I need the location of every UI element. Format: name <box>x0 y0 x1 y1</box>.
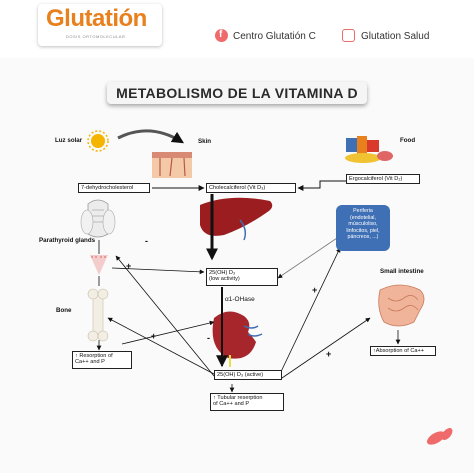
periferia-line3: linfocitos, piel, <box>346 227 380 234</box>
box-ergocalciferol: Ergocalciferol (Vit D₂) <box>346 174 420 184</box>
sun-icon <box>88 131 108 151</box>
bone-icon <box>88 289 108 341</box>
logo-subtitle: DOSIS ORTOMOLECULAR <box>66 34 126 39</box>
periferia-title: Periferia <box>353 208 373 214</box>
box-absorption: ↑Absorption of Ca++ <box>370 346 436 356</box>
box-resorption <box>72 351 132 369</box>
arrow-ergo-to-chole <box>298 181 346 188</box>
instagram-link[interactable]: Glutation Salud <box>361 31 430 42</box>
periferia-line1: (endotelial, <box>350 214 376 221</box>
sun-to-skin-arrow <box>118 131 182 142</box>
sign-plus-parathyroid: + <box>126 261 132 271</box>
periferia-line2: músculoliso, <box>348 221 378 228</box>
logo-text: Glutatión <box>46 5 147 32</box>
arrow-active-to-intestine <box>282 318 370 378</box>
box-dehydrocholesterol: 7-dehydrocholesterol <box>78 183 150 193</box>
food-icon <box>345 136 393 163</box>
box-resorption-line2: Ca++ and P <box>75 359 105 366</box>
facebook-glyph: f <box>219 29 223 40</box>
kidney-icon <box>213 311 262 367</box>
label-bone: Bone <box>56 307 72 314</box>
sign-minus-parathyroid: - <box>145 236 148 246</box>
box-resorption-line1: ↑ Resorption of <box>75 353 113 359</box>
facebook-link[interactable]: Centro Glutatión C <box>233 31 316 42</box>
periferia-line4: páncreos, ...) <box>347 234 379 241</box>
label-food: Food <box>400 137 416 144</box>
box-25oh-low <box>206 268 278 286</box>
box-tubular-line1: ↑ Tubular reserption <box>213 395 263 401</box>
intestine-icon <box>379 285 424 326</box>
label-luz-solar: Luz solar <box>55 137 83 144</box>
box-25oh-line1: 25(OH) D₃ <box>209 270 236 276</box>
thyroid-icon <box>81 200 115 237</box>
sign-plus-periferia: + <box>312 285 318 295</box>
arrow-periferia <box>278 236 340 278</box>
page-title: METABOLISMO DE LA VITAMINA D <box>116 85 358 101</box>
label-small-intestine: Small intestine <box>380 268 424 275</box>
parathyroid-marker <box>90 255 108 275</box>
box-cholecalciferol: Cholecalciferol (Vit D₃) <box>206 183 296 193</box>
skin-icon <box>152 152 192 178</box>
sign-plus-bone: + <box>151 331 157 341</box>
box-25oh-line2: (low activity) <box>209 276 240 283</box>
box-periferia <box>336 205 390 251</box>
box-tubular <box>210 393 284 411</box>
label-parathyroid: Parathyroid glands <box>39 237 96 244</box>
sign-plus-intestine: + <box>326 349 332 359</box>
sign-minus-kidney: - <box>207 333 210 343</box>
label-skin: Skin <box>198 138 212 145</box>
box-active: 25(OH) D₃ (active) <box>214 370 282 380</box>
leaf-icon <box>425 426 455 447</box>
box-tubular-line2: of Ca++ and P <box>213 401 250 408</box>
label-alpha-enzyme: α1-OHase <box>225 296 255 303</box>
